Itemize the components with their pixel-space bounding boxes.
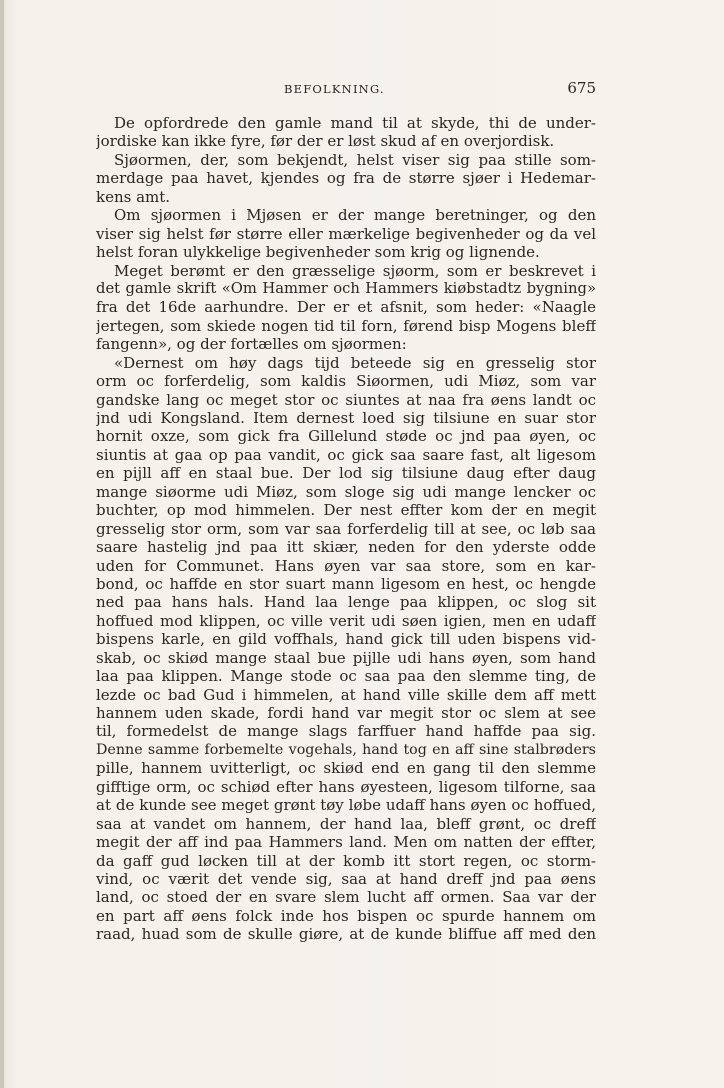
- text-line: fra det 16de aarhundre. Der er et afsnit, som heder: «Naagle: [96, 298, 596, 317]
- text-line: hornit oxze, som gick fra Gillelund støde oc jnd paa øyen, oc: [96, 427, 596, 446]
- text-line: mange siøorme udi Miøz, som sloge sig udi mange lencker oc: [96, 482, 596, 501]
- text-line: fangenn», og der fortælles om sjøormen:: [96, 335, 407, 354]
- text-line: til, formedelst de mange slags farffuer hand haffde paa sig.: [96, 722, 596, 741]
- text-line: Om sjøormen i Mjøsen er der mange beretninger, og den: [114, 206, 596, 225]
- text-line: buchter, op mod himmelen. Der nest effter kom der en megit: [96, 501, 596, 520]
- text-line: bond, oc haffde en stor suart mann ligesom en hest, oc hengde: [96, 574, 596, 593]
- text-line: merdage paa havet, kjendes og fra de større sjøer i Hedemar-: [96, 169, 596, 188]
- text-line: jordiske kan ikke fyre, før der er løst skud af en overjordisk.: [96, 132, 555, 151]
- body-text: [96, 114, 596, 944]
- text-line: hoffued mod klippen, oc ville verit udi søen igien, men en udaff: [96, 611, 596, 630]
- text-line: megit der aff ind paa Hammers land. Men om natten der effter,: [96, 833, 596, 852]
- text-line: pille, hannem uvitterligt, oc skiød end en gang til den slemme: [96, 759, 596, 778]
- text-line: da gaff gud løcken till at der komb itt stort regen, oc storm-: [96, 851, 596, 870]
- text-line: en part aff øens folck inde hos bispen oc spurde hannem om: [96, 906, 596, 925]
- text-line: viser sig helst før større eller mærkelige begivenheder og da vel: [96, 224, 596, 243]
- text-line: siuntis at gaa op paa vandit, oc gick saa saare fast, alt ligesom: [96, 445, 596, 464]
- text-line: Sjøormen, der, som bekjendt, helst viser sig paa stille som-: [114, 150, 596, 169]
- text-line: laa paa klippen. Mange stode oc saa paa den slemme ting, de: [96, 667, 596, 686]
- text-line: saare hastelig jnd paa itt skiær, neden for den yderste odde: [96, 538, 596, 557]
- page-header: [96, 79, 596, 99]
- text-line: land, oc stoed der en svare slem lucht aff ormen. Saa var der: [96, 888, 596, 907]
- text-line: uden for Communet. Hans øyen var saa store, som en kar-: [96, 556, 596, 575]
- text-line: kens amt.: [96, 187, 171, 206]
- text-line: Denne samme forbemelte vogehals, hand tog en aff sine stalbrøders: [96, 741, 596, 758]
- text-line: hannem uden skade, fordi hand var megit stor oc slem at see: [96, 704, 596, 722]
- text-line: at de kunde see meget grønt tøy løbe udaff hans øyen oc hoffued,: [96, 796, 596, 815]
- page-edge-shadow: [0, 0, 4, 1088]
- text-line: jertegen, som skiede nogen tid til forn, førend bisp Mogens bleff: [96, 316, 596, 335]
- text-line: saa at vandet om hannem, der hand laa, bleff grønt, oc dreff: [96, 814, 596, 833]
- running-head: BEFOLKNING.: [284, 82, 385, 96]
- text-line: lezde oc bad Gud i himmelen, at hand ville skille dem aff mett: [96, 685, 596, 704]
- text-line: Meget berømt er den græsselige sjøorm, som er beskrevet i: [114, 261, 596, 280]
- text-line: helst foran ulykkelige begivenheder som krig og lignende.: [96, 243, 540, 262]
- text-line: «Dernest om høy dags tijd beteede sig en gresselig stor: [114, 353, 596, 372]
- text-line: jnd udi Kongsland. Item dernest loed sig tilsiune en suar stor: [96, 409, 596, 427]
- text-line: raad, huad som de skulle giøre, at de kunde bliffue aff med den: [96, 925, 596, 944]
- text-line: det gamle skrift «Om Hammer och Hammers kiøbstadtz bygning»: [96, 279, 596, 297]
- text-line: skab, oc skiød mange staal bue pijlle udi hans øyen, som hand: [96, 648, 596, 667]
- text-line: ned paa hans hals. Hand laa lenge paa klippen, oc slog sit: [96, 593, 596, 612]
- text-line: gifftige orm, oc schiød efter hans øyesteen, ligesom tilforne, saa: [96, 777, 596, 796]
- text-line: gresselig stor orm, som var saa forferdelig till at see, oc løb saa: [96, 519, 596, 538]
- text-line: vind, oc værit det vende sig, saa at hand dreff jnd paa øens: [96, 869, 596, 888]
- text-line: bispens karle, en gild voffhals, hand gick till uden bispens vid-: [96, 630, 596, 649]
- text-line: en pijll aff en staal bue. Der lod sig tilsiune daug efter daug: [96, 464, 596, 483]
- text-line: orm oc forferdelig, som kaldis Siøormen, udi Miøz, som var: [96, 372, 596, 391]
- text-line: gandske lang oc meget stor oc siuntes at naa fra øens landt oc: [96, 390, 596, 409]
- text-line: De opfordrede den gamle mand til at skyde, thi de under-: [114, 114, 596, 132]
- page-number: 675: [567, 79, 596, 97]
